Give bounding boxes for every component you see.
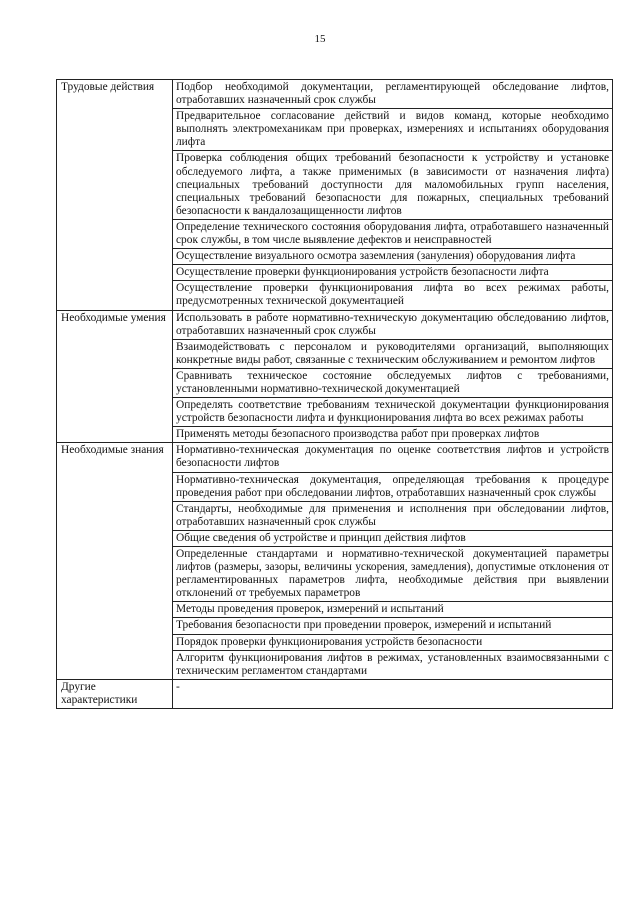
table-cell: Осуществление визуального осмотра заземления (зануления) оборудования лифта bbox=[173, 249, 613, 265]
table-row bbox=[57, 310, 613, 339]
table-cell: Использовать в работе нормативно-техническую документацию обследованию лифтов, отработавших назначенный срок службы bbox=[173, 310, 613, 339]
competency-table bbox=[56, 79, 613, 709]
page-number: 15 bbox=[314, 33, 326, 45]
table-cell: Применять методы безопасного производства работ при проверках лифтов bbox=[173, 427, 613, 443]
table-cell: Осуществление проверки функционирования устройств безопасности лифта bbox=[173, 265, 613, 281]
table-row bbox=[57, 443, 613, 472]
table-cell: Алгоритм функционирования лифтов в режимах, установленных взаимосвязанными с техническим регламентом стандартами bbox=[173, 650, 613, 679]
table-cell: Нормативно-техническая документация, определяющая требования к процедуре проведения работ при обследовании лифтов, отработавших назначенный срок службы bbox=[173, 472, 613, 501]
table-cell: Определенные стандартами и нормативно-технической документацией параметры лифтов (размеры, зазоры, величины ускорения, замедления), допустимые отклонения от регламентированных параметров лифта, необходимые действия при выявлении отклонений от требуемых параметров bbox=[173, 547, 613, 602]
table-cell: Стандарты, необходимые для применения и исполнения при обследовании лифтов, отработавших назначенный срок службы bbox=[173, 501, 613, 530]
table-cell: Проверка соблюдения общих требований безопасности к устройству и установке обследуемого лифта, а также применимых (в зависимости от назначения лифта) специальных требований доступности для маломобильных групп населения, специальных требований безопасности для пожарных, специальных требований безопасности к вандалозащищенности лифтов bbox=[173, 151, 613, 219]
table-cell: Взаимодействовать с персоналом и руководителями организаций, выполняющих конкретные виды работ, связанные с техническим обслуживанием и ремонтом лифтов bbox=[173, 339, 613, 368]
table-cell: Нормативно-техническая документация по оценке соответствия лифтов и устройств безопасности лифтов bbox=[173, 443, 613, 472]
table-cell: Методы проведения проверок, измерений и испытаний bbox=[173, 602, 613, 618]
table-row bbox=[57, 679, 613, 708]
section-label-labor-actions: Трудовые действия bbox=[57, 80, 173, 311]
table-cell: Предварительное согласование действий и видов команд, которые необходимо выполнять электромеханикам при проверках, измерениях и испытаниях оборудования лифта bbox=[173, 109, 613, 151]
table-row bbox=[57, 80, 613, 109]
table-cell: Требования безопасности при проведении проверок, измерений и испытаний bbox=[173, 618, 613, 634]
section-label-required-skills: Необходимые умения bbox=[57, 310, 173, 443]
table-cell: Порядок проверки функционирования устройств безопасности bbox=[173, 634, 613, 650]
table-cell: Сравнивать техническое состояние обследуемых лифтов с требованиями, установленными нормативно-технической документацией bbox=[173, 368, 613, 397]
table-cell: Определение технического состояния оборудования лифта, отработавшего назначенный срок службы, в том числе выявление дефектов и неисправностей bbox=[173, 219, 613, 248]
table-cell: Подбор необходимой документации, регламентирующей обследование лифтов, отработавших назначенный срок службы bbox=[173, 80, 613, 109]
table-cell: Осуществление проверки функционирования лифта во всех режимах работы, предусмотренных технической документацией bbox=[173, 281, 613, 310]
section-label-other-characteristics: Другие характеристики bbox=[57, 679, 173, 708]
section-label-required-knowledge: Необходимые знания bbox=[57, 443, 173, 680]
table-cell: - bbox=[173, 679, 613, 708]
table-cell: Определять соответствие требованиям технической документации функционирования устройств безопасности лифта и функционирования лифта во всех режимах работы bbox=[173, 398, 613, 427]
table-cell: Общие сведения об устройстве и принцип действия лифтов bbox=[173, 530, 613, 546]
